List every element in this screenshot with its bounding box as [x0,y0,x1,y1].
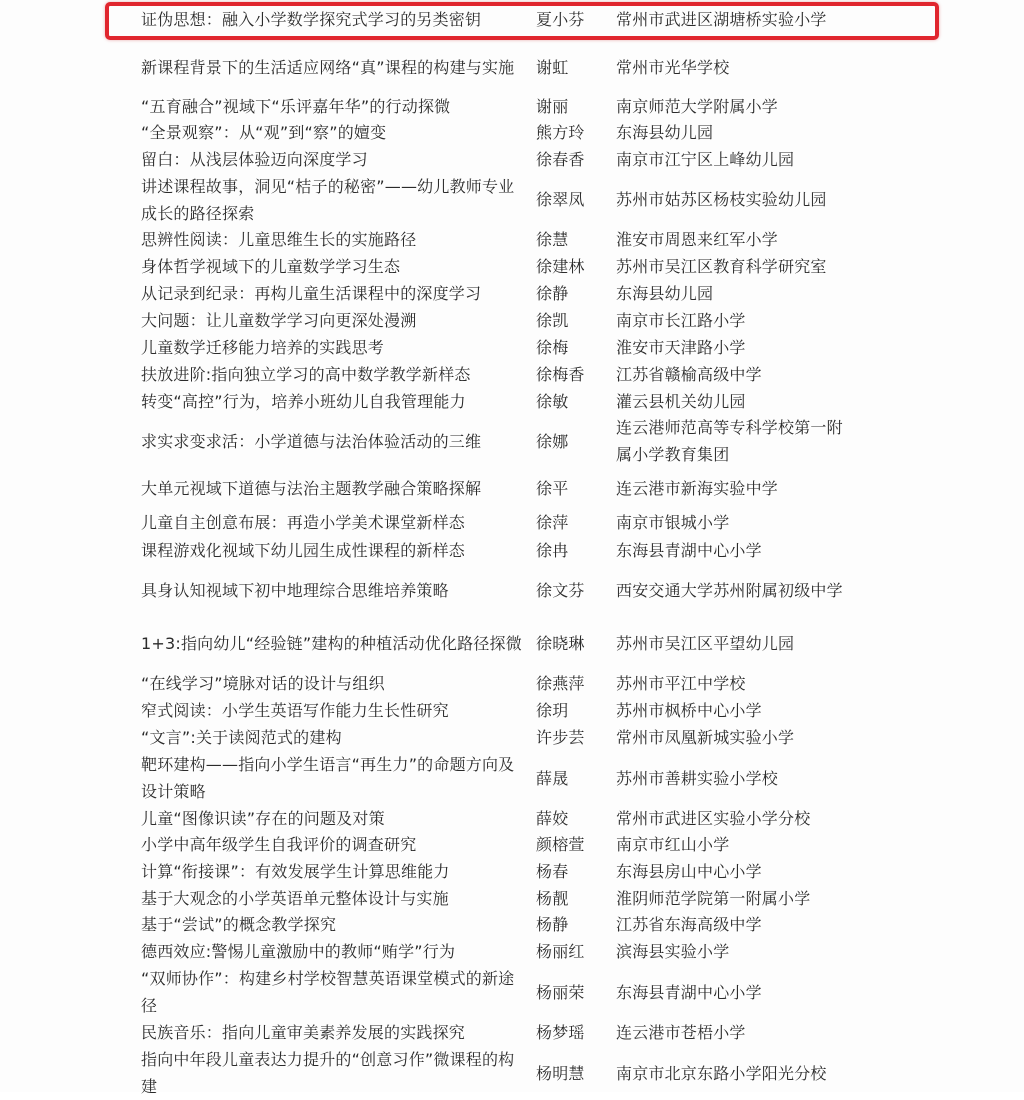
list-row [0,253,1024,280]
author-name: 徐萍 [536,513,569,532]
author-name: 杨丽红 [536,942,585,961]
list-row [0,94,1024,118]
school-name: 西安交通大学苏州附属初级中学 [616,581,843,600]
author-name: 徐慧 [536,230,569,249]
school-name: 东海县青湖中心小学 [616,982,762,1002]
author-name: 徐晓琳 [536,634,585,653]
paper-title: 身体哲学视域下的儿童数学学习生态 [141,257,401,276]
list-row [0,280,1024,307]
list-row [0,119,1024,146]
author-name: 徐冉 [536,541,569,560]
list-row [0,1019,1024,1046]
list-row [0,858,1024,885]
list-row [0,831,1024,858]
school-name: 连云港市新海实验中学 [616,478,779,498]
paper-title: 思辨性阅读：儿童思维生长的实施路径 [141,230,417,249]
paper-title: 大问题：让儿童数学学习向更深处漫溯 [141,311,417,330]
paper-title: 儿童自主创意布展：再造小学美术课堂新样态 [141,513,466,532]
author-name: 夏小芬 [536,9,585,29]
paper-title: 靶环建构——指向小学生语言“再生力”的命题方向及设计策略 [141,755,515,801]
school-name: 苏州市姑苏区杨枝实验幼儿园 [616,190,827,209]
list-row [0,617,1024,670]
school-name: 淮安市周恩来红军小学 [616,230,779,249]
list-row [0,388,1024,414]
paper-title: 讲述课程故事，洞见“桔子的秘密”——幼儿教师专业成长的路径探索 [141,176,515,223]
school-name: 苏州市善耕实验小学校 [616,768,779,788]
paper-title: 课程游戏化视域下幼儿园生成性课程的新样态 [141,541,466,560]
highlight-box [105,2,939,40]
paper-title: 转变“高控”行为，培养小班幼儿自我管理能力 [141,391,466,411]
paper-title: 扶放进阶:指向独立学习的高中数学教学新样态 [141,365,471,384]
paper-title: 求实求变求活：小学道德与法治体验活动的三维 [141,431,482,451]
author-name: 颜榕萱 [536,835,585,854]
paper-title: “全景观察”：从“观”到“察”的嬗变 [141,123,387,142]
list-row [0,226,1024,253]
school-name: 东海县幼儿园 [616,123,714,142]
school-name: 灌云县机关幼儿园 [616,391,746,411]
school-name: 南京市北京东路小学阳光分校 [616,1063,827,1083]
list-row [0,911,1024,938]
school-name: 常州市武进区实验小学分校 [616,808,811,828]
list-row [0,508,1024,537]
author-name: 杨靓 [536,888,569,908]
author-name: 许步芸 [536,728,585,747]
school-name: 淮阴师范学院第一附属小学 [616,888,811,908]
school-name: 南京市江宁区上峰幼儿园 [616,150,795,169]
list-row [0,307,1024,334]
school-name: 常州市武进区湖塘桥实验小学 [616,9,827,29]
school-name: 苏州市枫桥中心小学 [616,701,762,720]
author-name: 杨梦瑶 [536,1023,585,1042]
paper-title: “五育融合”视域下“乐评嘉年华”的行动探微 [141,96,451,116]
author-name: 徐梅香 [536,365,585,384]
school-name: 连云港师范高等专科学校第一附属小学教育集团 [616,418,843,464]
list-row [0,885,1024,911]
author-name: 徐翠凤 [536,190,585,209]
list-row [0,146,1024,173]
paper-title: 德西效应:警惕儿童激励中的教师“贿学”行为 [141,942,456,961]
author-name: 徐春香 [536,150,585,169]
author-name: 熊方玲 [536,123,585,142]
paper-title: 计算“衔接课”：有效发展学生计算思维能力 [141,862,450,881]
school-name: 江苏省东海高级中学 [616,915,762,934]
school-name: 东海县房山中心小学 [616,862,762,881]
school-name: 常州市光华学校 [616,57,730,77]
author-name: 杨静 [536,915,569,934]
paper-title: 大单元视域下道德与法治主题教学融合策略探解 [141,478,482,498]
author-name: 徐梅 [536,338,569,357]
school-name: 江苏省赣榆高级中学 [616,365,762,384]
list-row [0,173,1024,226]
author-name: 徐敏 [536,391,569,411]
author-name: 谢丽 [536,96,569,116]
list-row [0,938,1024,965]
author-name: 徐静 [536,284,569,303]
author-name: 徐燕萍 [536,674,585,693]
paper-title: 基于大观念的小学英语单元整体设计与实施 [141,888,449,908]
author-name: 杨明慧 [536,1063,585,1083]
school-name: 滨海县实验小学 [616,942,730,961]
school-name: 苏州市吴江区平望幼儿园 [616,634,795,653]
list-row [0,670,1024,697]
list-row [0,40,1024,94]
school-name: 常州市凤凰新城实验小学 [616,728,795,747]
school-name: 南京市红山小学 [616,835,730,854]
author-name: 徐文芬 [536,581,585,600]
paper-title: 小学中高年级学生自我评价的调查研究 [141,835,417,854]
paper-title: “双师协作”：构建乡村学校智慧英语课堂模式的新途径 [141,969,515,1015]
list-row [0,697,1024,724]
paper-title: 窄式阅读：小学生英语写作能力生长性研究 [141,701,449,720]
school-name: 南京师范大学附属小学 [616,96,779,116]
paper-title: 证伪思想：融入小学数学探究式学习的另类密钥 [141,9,482,29]
paper-title: “在线学习”境脉对话的设计与组织 [141,674,385,693]
list-row [0,468,1024,508]
author-name: 谢虹 [536,57,569,77]
school-name: 连云港市苍梧小学 [616,1023,746,1042]
author-name: 徐建林 [536,257,585,276]
paper-title: 具身认知视域下初中地理综合思维培养策略 [141,581,449,600]
list-row [0,724,1024,751]
school-name: 苏州市平江中学校 [616,674,746,693]
list-row [0,965,1024,1019]
list-row [0,537,1024,564]
school-name: 东海县幼儿园 [616,284,714,303]
school-name: 东海县青湖中心小学 [616,541,762,560]
author-name: 薛姣 [536,808,569,828]
school-name: 苏州市吴江区教育科学研究室 [616,257,827,276]
paper-title: 基于“尝试”的概念教学探究 [141,915,337,934]
paper-title: 民族音乐：指向儿童审美素养发展的实践探究 [141,1023,466,1042]
author-name: 徐平 [536,478,569,498]
list-row [0,334,1024,361]
list-row [0,805,1024,831]
paper-title: 1+3:指向幼儿“经验链”建构的种植活动优化路径探微 [141,634,522,653]
list-row [0,361,1024,388]
school-name: 南京市长江路小学 [616,311,746,330]
school-name: 淮安市天津路小学 [616,338,746,357]
list-row [0,751,1024,805]
author-name: 徐娜 [536,431,569,451]
author-name: 徐玥 [536,701,569,720]
paper-title: “文言”:关于读阅范式的建构 [141,728,342,747]
paper-title: 留白：从浅层体验迈向深度学习 [141,150,368,169]
paper-title: 新课程背景下的生活适应网络“真”课程的构建与实施 [141,57,515,77]
paper-title: 儿童数学迁移能力培养的实践思考 [141,338,385,357]
author-name: 杨春 [536,862,569,881]
list-row [0,564,1024,617]
author-name: 杨丽荣 [536,982,585,1002]
school-name: 南京市银城小学 [616,513,730,532]
author-name: 薛晟 [536,768,569,788]
paper-title: 指向中年段儿童表达力提升的“创意习作”微课程的构建 [141,1050,515,1096]
list-row [0,414,1024,468]
author-name: 徐凯 [536,311,569,330]
paper-title: 从记录到纪录：再构儿童生活课程中的深度学习 [141,284,482,303]
paper-title: 儿童“图像识读”存在的问题及对策 [141,808,385,828]
